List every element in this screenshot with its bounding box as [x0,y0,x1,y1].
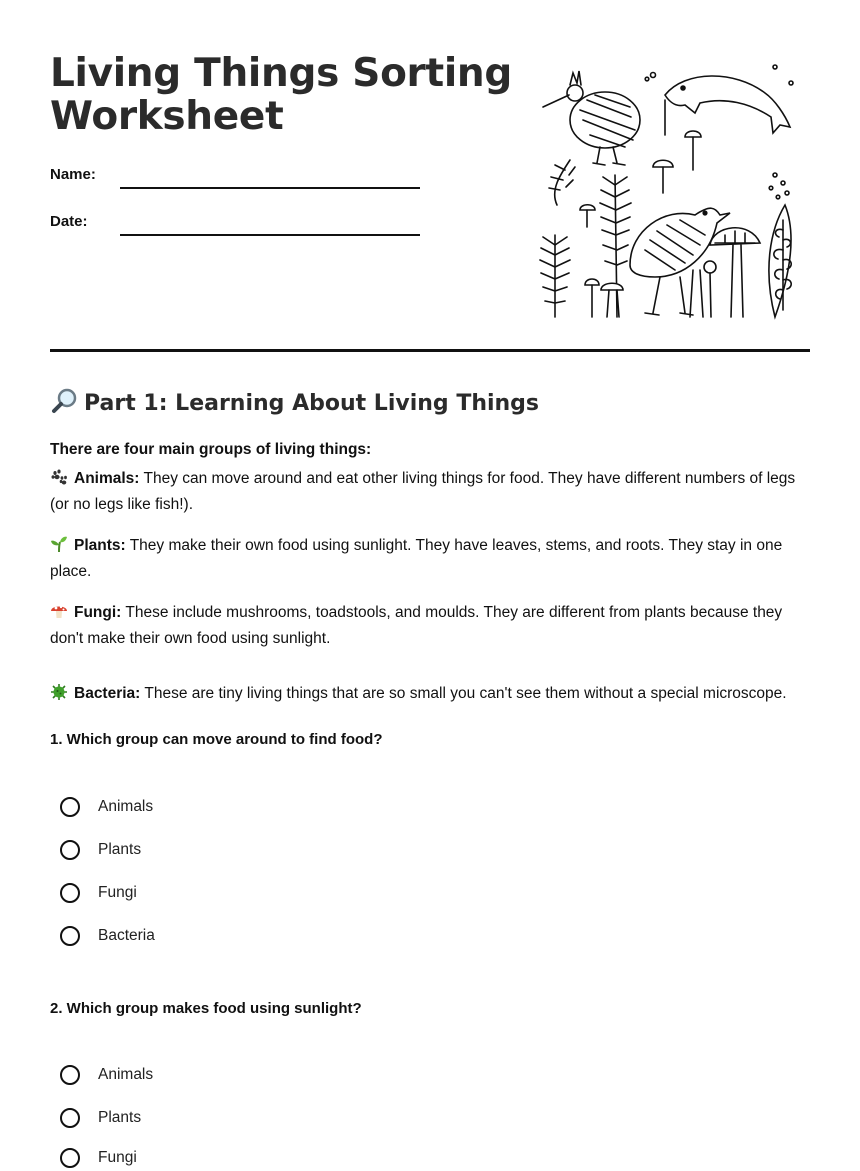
group-animals-name: Animals: [74,470,140,487]
magnifying-glass-icon [50,387,78,415]
title-line-2: Worksheet [50,94,284,139]
option-label: Fungi [98,1149,137,1166]
question-1-option-plants[interactable] [60,837,141,863]
microbe-icon [50,683,68,701]
date-label: Date: [50,213,88,230]
group-animals [50,466,810,518]
fern-center-icon [600,175,631,317]
group-fungi-name: Fungi: [74,604,122,621]
name-field[interactable] [120,187,420,189]
worksheet-title [50,52,512,138]
part1-heading [50,387,539,416]
radio-button[interactable] [60,926,80,946]
title-line-1: Living Things Sorting [50,51,512,96]
fern-left-icon [540,160,575,317]
group-plants-text: They make their own food using sunlight. They have leaves, stems, and roots. They stay in one place. [50,537,783,580]
nature-illustration [535,55,810,320]
header-divider [50,349,810,352]
mushroom-icon [50,602,68,620]
date-field[interactable] [120,234,420,236]
seedling-icon [50,535,68,553]
option-label: Plants [98,841,142,858]
question-2-prompt: 2. Which group makes food using sunlight? [50,1000,362,1017]
kiwi-bird-top-icon [543,71,640,165]
option-label: Fungi [98,884,137,901]
radio-button[interactable] [60,883,80,903]
question-2-option-animals[interactable] [60,1062,153,1088]
option-label: Animals [98,1066,154,1083]
part1-heading-text: Part 1: Learning About Living Things [84,391,540,416]
kiwi-bird-bottom-icon [630,208,730,315]
radio-button[interactable] [60,1108,80,1128]
group-animals-text: They can move around and eat other living things for food. They have different numbers of legs (or no legs like fish!). [50,470,796,513]
paw-prints-icon [50,468,68,486]
group-fungi [50,600,810,652]
fern-right-icon [769,173,791,317]
group-plants [50,533,810,585]
question-1-option-bacteria[interactable] [60,923,155,949]
group-plants-name: Plants: [74,537,126,554]
group-bacteria [50,681,810,707]
radio-button[interactable] [60,797,80,817]
option-label: Plants [98,1109,142,1126]
radio-button[interactable] [60,840,80,860]
group-bacteria-text: These are tiny living things that are so small you can't see them without a special microscope. [140,685,787,702]
question-2-option-fungi[interactable] [60,1145,137,1171]
question-1-option-animals[interactable] [60,794,153,820]
question-1-option-fungi[interactable] [60,880,137,906]
question-1-prompt: 1. Which group can move around to find food? [50,731,383,748]
intro-text: There are four main groups of living things: [50,441,372,458]
option-label: Bacteria [98,927,155,944]
question-2-option-plants[interactable] [60,1105,141,1131]
radio-button[interactable] [60,1065,80,1085]
radio-button[interactable] [60,1148,80,1168]
group-fungi-text: These include mushrooms, toadstools, and moulds. They are different from plants because they don't make their own food using sunlight. [50,604,783,647]
name-label: Name: [50,166,96,183]
dolphin-icon [645,65,793,135]
option-label: Animals [98,798,154,815]
group-bacteria-name: Bacteria: [74,685,141,702]
